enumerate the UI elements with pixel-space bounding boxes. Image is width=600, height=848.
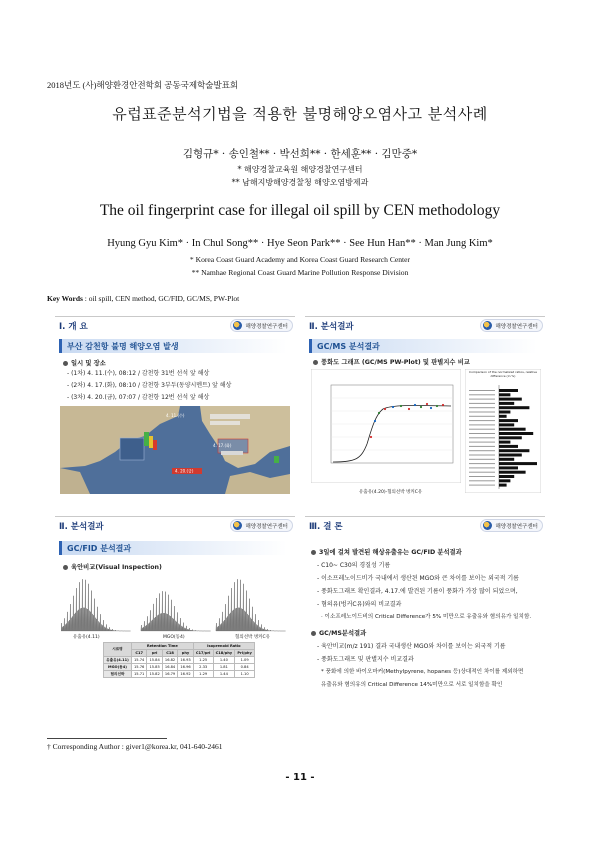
map-label: 4. 11.(수)	[166, 413, 185, 418]
panel-overview	[55, 316, 295, 496]
table-group-header: Retention Time	[131, 643, 193, 650]
table-cell: 1.09	[235, 657, 255, 664]
bar-label	[469, 480, 495, 481]
table-cell: 1.81	[213, 664, 235, 671]
bar-label	[469, 407, 495, 408]
bar-label	[469, 463, 495, 464]
bar-label	[469, 467, 495, 468]
panel-header	[305, 317, 545, 335]
pw-point	[378, 412, 380, 414]
page-number: - 11 -	[285, 772, 315, 783]
bar-label	[469, 429, 495, 430]
pw-point	[426, 403, 428, 405]
table-row	[104, 671, 255, 678]
keywords	[47, 294, 239, 303]
table-row	[104, 657, 255, 664]
bar-label	[469, 442, 495, 443]
emblem-icon	[233, 521, 242, 530]
table-cell: 1.44	[213, 671, 235, 678]
keywords-label: Key Words	[47, 294, 83, 303]
heading-bullet	[63, 358, 106, 367]
pw-point	[384, 408, 386, 410]
conclusion-heading	[311, 547, 462, 556]
bullet-icon	[63, 361, 68, 366]
logo-text: 해양경찰연구센터	[495, 523, 538, 530]
panel-header	[55, 317, 295, 335]
table-header: C18	[162, 650, 177, 657]
chromatograms	[61, 573, 289, 633]
pw-point	[408, 408, 410, 410]
difference-bar	[499, 484, 507, 487]
bar-label	[469, 424, 495, 425]
bullet-icon	[311, 550, 316, 555]
table-cell: 16.84	[162, 664, 177, 671]
bar-chart-title: Comparison of the normalized ratios, relative difference (in %)	[469, 370, 537, 378]
section-title: Ⅲ. 결 론	[309, 522, 343, 532]
chromatogram-trace	[141, 591, 211, 631]
affiliation-english-1: * Korea Coast Guard Academy and Korea Coast Guard Research Center	[189, 255, 411, 264]
difference-bar	[499, 428, 526, 431]
table-cell: 16.96	[178, 664, 193, 671]
authors-korean: 김형규* · 송인철** · 박선희** · 한세훈** · 김만중*	[182, 148, 418, 160]
logo-text: 해양경찰연구센터	[495, 323, 538, 330]
bar-label	[469, 450, 495, 451]
map-label: 4. 17.(화)	[213, 443, 232, 448]
conclusion-detail: · 이소프레노이드비의 Critical Difference가 5% 미만으로 유출유와 혐의유가 일치함.	[321, 614, 532, 620]
difference-bar	[499, 432, 533, 435]
subheading-bullet	[63, 562, 162, 571]
panel-gcfid	[55, 516, 295, 716]
conclusion-item: - 풍화도그래프 확인결과, 4.17.에 발견된 기름이 풍화가 가장 많이 되었으며,	[317, 588, 518, 595]
bar-label	[469, 485, 495, 486]
bar-label	[469, 390, 495, 391]
table-cell: 16.92	[178, 671, 193, 678]
section-title: Ⅱ. 분석결과	[59, 522, 104, 532]
research-center-logo	[480, 519, 543, 532]
bar-label	[469, 416, 495, 417]
logo-text: 해양경찰연구센터	[245, 323, 288, 330]
conclusion-heading-text: 3일에 걸쳐 발견된 해상유출유는 GC/FID 분석결과	[319, 549, 462, 556]
panel-header	[305, 517, 545, 535]
keywords-text: : oil spill, CEN method, GC/FID, GC/MS, PW-Plot	[82, 294, 240, 303]
difference-bar	[499, 445, 518, 448]
conclusion-item: - 이소프레노이드비가 국내에서 생산된 MGO와 큰 차이를 보이는 외국적 기름	[317, 575, 519, 582]
list-item: - (1차) 4. 11.(수), 08:12 / 감천항 31번 선석 앞 해상	[67, 370, 210, 377]
table-cell: 16.93	[178, 657, 193, 664]
research-center-logo	[230, 519, 293, 532]
subheading-text: 육안비교(Visual Inspection)	[71, 564, 162, 571]
chromatogram-label: MGO(동4)	[163, 635, 185, 640]
difference-bar	[499, 475, 514, 478]
difference-bar	[499, 419, 518, 422]
bar-label	[469, 420, 495, 421]
subtitle-bullet	[313, 357, 470, 366]
affiliation-korean-1: * 해양경찰교육원 해양경찰연구센터	[237, 165, 363, 174]
emblem-icon	[233, 321, 242, 330]
table-cell: 15.84	[147, 657, 162, 664]
chromatogram-label: 혐의선박 벙커C유	[235, 635, 271, 640]
table-header: Pri/phy	[235, 650, 255, 657]
bar-label	[469, 476, 495, 477]
affiliation-korean-2: ** 남해지방해양경찰청 해양오염방제과	[231, 178, 369, 187]
table-cell: 유출유(4.11)	[104, 657, 132, 664]
heading-text: 일시 및 장소	[71, 360, 106, 367]
table-cell: 16.82	[162, 657, 177, 664]
pw-plot	[311, 369, 461, 483]
table-header: phy	[178, 650, 193, 657]
chromatogram-traces	[61, 579, 286, 631]
section-title: Ⅱ. 분석결과	[309, 322, 354, 332]
research-center-logo	[480, 319, 543, 332]
table-cell: 0.84	[235, 664, 255, 671]
pw-point	[436, 405, 438, 407]
pw-point	[400, 405, 402, 407]
conclusion-item: - 육안비교(m/z 191) 결과 국내생산 MGO와 차이를 보이는 외국적 기름	[317, 643, 506, 650]
bar-label	[469, 446, 495, 447]
table-cell: 1.40	[213, 657, 235, 664]
list-item: - (2차) 4. 17.(화), 08:10 / 감천항 3부두(동양시멘트) 앞 해상	[67, 382, 232, 389]
bar-label	[469, 433, 495, 434]
table-cell: 1.29	[193, 671, 213, 678]
difference-bar	[499, 436, 522, 439]
conclusion-detail: * 풍화에 의한 바이오마커(Methylpyrene, hopanes 등)상대적인 차이를 제외하면	[321, 669, 524, 675]
bar-label	[469, 437, 495, 438]
pw-point	[370, 436, 372, 438]
conference-name: 2018년도 (사)해양환경안전학회 공동국제학술발표회	[47, 80, 239, 90]
bar-label	[469, 399, 495, 400]
list-item: - (3차) 4. 20.(금), 07:07 / 감천항 12번 선석 앞 해상	[67, 394, 210, 401]
difference-bar	[499, 449, 529, 452]
pw-point	[392, 406, 394, 408]
plot-caption: 유출유(4.20)-혐의선박 벙커C유	[359, 490, 423, 495]
bar-label	[469, 455, 495, 456]
table-cell: 15.71	[131, 671, 146, 678]
difference-bar	[499, 462, 537, 465]
map-label: 4. 20.(금)	[175, 468, 194, 474]
table-cell: 2.33	[193, 664, 213, 671]
chromatogram-trace	[61, 579, 131, 631]
difference-bar	[499, 466, 518, 469]
table-group-header-row	[104, 643, 255, 650]
pw-point	[442, 404, 444, 406]
panel-conclusion	[305, 516, 545, 716]
bar-label	[469, 472, 495, 473]
conclusion-heading-text: GC/MS분석결과	[319, 630, 367, 637]
difference-bar	[499, 393, 510, 396]
difference-bar	[499, 479, 510, 482]
conclusion-item: - 혐의유(벙커C유)와의 비교결과	[317, 601, 402, 608]
table-cell: 15.74	[131, 657, 146, 664]
difference-bar-chart	[465, 369, 541, 493]
section-band: GC/MS 분석결과	[309, 339, 537, 353]
panel-gcms	[305, 316, 545, 496]
difference-bar	[499, 406, 529, 409]
table-cell: 1.10	[235, 671, 255, 678]
bar-label	[469, 459, 495, 460]
section-title: Ⅰ. 개 요	[59, 322, 88, 332]
title-english: The oil fingerprint case for illegal oil spill by CEN methodology	[99, 202, 501, 219]
affiliation-english-2: ** Namhae Regional Coast Guard Marine Pollution Response Division	[191, 268, 409, 277]
difference-bar	[499, 389, 518, 392]
bullet-icon	[313, 360, 318, 365]
table-header: C17/pri	[193, 650, 213, 657]
section-band: GC/FID 분석결과	[59, 541, 287, 555]
table-cell: 15.85	[147, 664, 162, 671]
section-band: 부산 감천항 불명 해양오염 발생	[59, 339, 287, 353]
chromatogram-label: 유출유(4.11)	[73, 635, 100, 640]
table-group-header: Isoprenoid Ratio	[193, 643, 254, 650]
table-header: C18/phy	[213, 650, 235, 657]
authors-english: Hyung Gyu Kim* · In Chul Song** · Hye Seon Park** · See Hun Han** · Man Jung Kim*	[107, 238, 493, 249]
pw-point	[430, 407, 432, 409]
difference-bar	[499, 398, 522, 401]
pw-point	[420, 406, 422, 408]
footnote: † Corresponding Author : giver1@korea.kr, 041-640-2461	[47, 742, 223, 751]
conclusion-heading	[311, 628, 366, 637]
title-korean: 유럽표준분석기법을 적용한 불명해양오염사고 분석사례	[112, 105, 488, 123]
difference-bar	[499, 458, 514, 461]
table-row	[104, 664, 255, 671]
table-cell: 15.76	[131, 664, 146, 671]
table-cell: MGO(동4)	[104, 664, 132, 671]
bullet-icon	[311, 631, 316, 636]
bar-label	[469, 394, 495, 395]
conclusion-detail: 유출유와 혐의유의 Critical Difference 14%미만으로 서로 일치함을 확인	[321, 682, 503, 688]
conclusion-item: - C10~ C30의 경질성 기름	[317, 562, 391, 569]
table-cell: 16.79	[162, 671, 177, 678]
table-header: C17	[131, 650, 146, 657]
difference-bar	[499, 454, 522, 457]
emblem-icon	[483, 521, 492, 530]
difference-bar	[499, 471, 526, 474]
footnote-rule	[47, 738, 167, 739]
panel-header	[55, 517, 295, 535]
difference-bar	[499, 423, 514, 426]
difference-bar	[499, 402, 514, 405]
difference-bar	[499, 411, 510, 414]
bar-label	[469, 403, 495, 404]
subtitle-text: 풍화도 그래프 (GC/MS PW-Plot) 및 판별지수 비교	[321, 359, 470, 366]
table-header: pri	[147, 650, 162, 657]
table-header: 시료명	[104, 643, 132, 657]
location-map	[60, 406, 290, 494]
table-cell: 15.82	[147, 671, 162, 678]
isoprenoid-ratio-table	[103, 642, 255, 678]
research-center-logo	[230, 319, 293, 332]
table-cell: 혐의선박	[104, 671, 132, 678]
table-cell: 1.25	[193, 657, 213, 664]
pw-point	[374, 420, 376, 422]
conclusion-item: - 풍화도그래프 및 판별지수 비교결과	[317, 656, 414, 663]
logo-text: 해양경찰연구센터	[245, 523, 288, 530]
pw-point	[414, 404, 416, 406]
chromatogram-trace	[216, 579, 286, 631]
difference-bar	[499, 441, 510, 444]
bullet-icon	[63, 565, 68, 570]
bar-label	[469, 412, 495, 413]
emblem-icon	[483, 321, 492, 330]
difference-bar	[499, 415, 507, 418]
